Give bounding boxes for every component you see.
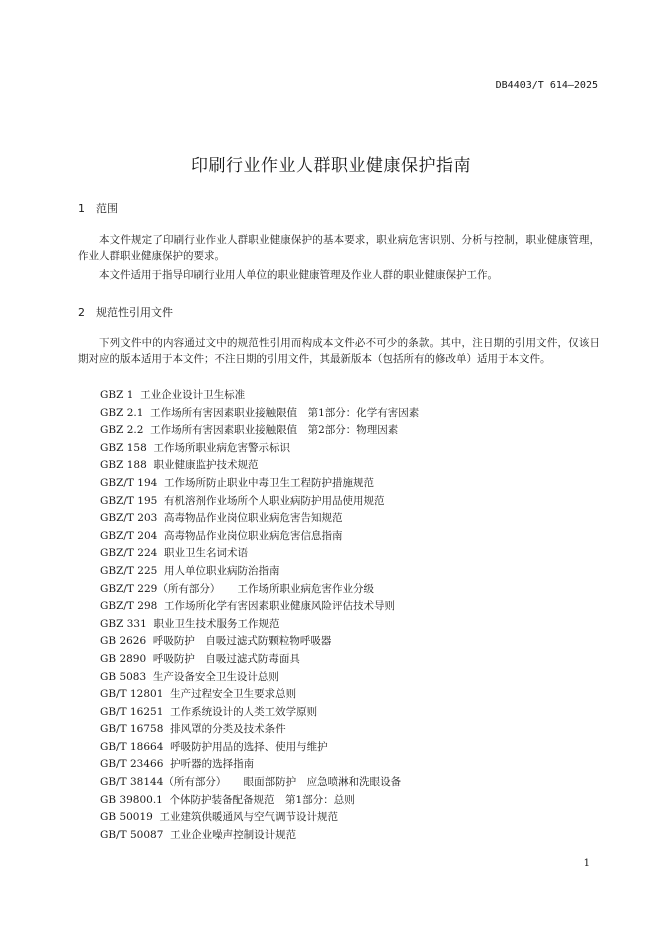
reference-code: GB/T 18664 (100, 740, 164, 753)
reference-code: GBZ 2.2 (100, 424, 144, 437)
reference-item (100, 809, 419, 827)
reference-title: 呼吸防护 自吸过滤式防毒面具 (152, 652, 300, 665)
reference-item (100, 493, 419, 511)
reference-title: 排风罩的分类及技术条件 (170, 723, 286, 736)
reference-code: GB/T 23466 (100, 758, 164, 771)
reference-item (100, 475, 419, 493)
reference-code: GBZ 188 (100, 459, 147, 472)
page-number: 1 (583, 858, 590, 869)
reference-title: 高毒物品作业岗位职业病危害信息指南 (164, 529, 343, 542)
reference-item (100, 704, 419, 722)
reference-code: GBZ/T 225 (100, 564, 158, 577)
reference-item (100, 739, 419, 757)
reference-code: GBZ/T 194 (100, 476, 158, 489)
reference-code: GB 2890 (100, 652, 147, 665)
reference-code: GB 2626 (100, 635, 147, 648)
reference-code: GBZ/T 195 (100, 494, 158, 507)
reference-item (100, 545, 419, 563)
section-title: 范围 (96, 202, 118, 215)
section-normative-refs-heading (78, 304, 173, 320)
reference-code: GBZ/T 298 (100, 600, 158, 613)
reference-title: 工作场所职业病危害警示标识 (153, 441, 290, 454)
reference-item (100, 598, 419, 616)
reference-code: GB 5083 (100, 670, 147, 683)
reference-title: 工作场所防止职业中毒卫生工程防护措施规范 (164, 476, 375, 489)
reference-title: 职业卫生技术服务工作规范 (153, 617, 280, 630)
reference-item (100, 422, 419, 440)
reference-title: 职业健康监护技术规范 (153, 459, 259, 472)
reference-separator (157, 477, 164, 489)
reference-item (100, 633, 419, 651)
reference-code: GB 50019 (100, 811, 153, 824)
reference-item (100, 510, 419, 528)
reference-code: GB/T 50087 (100, 828, 164, 841)
reference-code: GBZ/T 224 (100, 547, 158, 560)
reference-item (100, 774, 419, 792)
reference-title: 眼面部防护 应急喷淋和洗眼设备 (233, 776, 402, 789)
reference-title: 工业企业噪声控制设计规范 (170, 828, 297, 841)
reference-title: 职业卫生名词术语 (164, 547, 249, 560)
reference-title: 有机溶剂作业场所个人职业病防护用品使用规范 (164, 494, 385, 507)
reference-code: GBZ/T 229（所有部分） (100, 582, 221, 595)
reference-separator (157, 565, 164, 577)
reference-code: GBZ 158 (100, 441, 147, 454)
document-title: 印刷行业作业人群职业健康保护指南 (191, 156, 471, 177)
reference-item (100, 563, 419, 581)
reference-separator (157, 600, 164, 612)
reference-item (100, 756, 419, 774)
reference-separator (153, 811, 160, 823)
reference-code: GBZ/T 203 (100, 512, 158, 525)
reference-item (100, 616, 419, 634)
reference-item (100, 686, 419, 704)
normative-refs-intro: 下列文件中的内容通过文中的规范性引用而构成本文件必不可少的条款。其中，注日期的引用文件，仅该日期对应的版本适用于本文件；不注日期的引用文件，其最新版本（包括所有的修改单）适用于本文件。 (78, 337, 600, 365)
reference-item (100, 457, 419, 475)
section-number: 2 (78, 306, 85, 319)
reference-item (100, 405, 419, 423)
reference-item (100, 827, 419, 845)
reference-title: 呼吸防护用品的选择、使用与维护 (170, 740, 328, 753)
reference-code: GB/T 38144（所有部分） (100, 776, 227, 789)
reference-item (100, 528, 419, 546)
reference-title: 高毒物品作业岗位职业病危害告知规范 (164, 512, 343, 525)
reference-item (100, 792, 419, 810)
reference-code: GBZ 1 (100, 389, 134, 401)
reference-code: GBZ 2.1 (100, 406, 144, 419)
reference-title: 工作系统设计的人类工效学原则 (170, 705, 318, 718)
reference-item (100, 651, 419, 669)
reference-item (100, 440, 419, 458)
reference-title: 用人单位职业病防治指南 (164, 564, 280, 577)
reference-title: 工业建筑供暖通风与空气调节设计规范 (159, 811, 339, 824)
reference-separator (220, 583, 227, 595)
reference-code: GB/T 12801 (100, 688, 164, 701)
reference-separator (157, 530, 164, 542)
scope-paragraph-1: 本文件规定了印刷行业作业人群职业健康保护的基本要求，职业病危害识别、分析与控制，职业健康管理，作业人群职业健康保护的要求。 (78, 234, 600, 262)
scope-paragraph-2: 本文件适用于指导印刷行业用人单位的职业健康管理及作业人群的职业健康保护工作。 (99, 269, 498, 281)
reference-title: 工作场所化学有害因素职业健康风险评估技术导则 (164, 600, 396, 613)
reference-code: GBZ 331 (100, 617, 147, 630)
reference-item (100, 387, 419, 405)
reference-title: 护听器的选择指南 (170, 758, 255, 771)
reference-separator (157, 512, 164, 524)
reference-separator (146, 671, 153, 683)
reference-list (100, 387, 419, 844)
section-title: 规范性引用文件 (96, 306, 173, 319)
reference-separator (163, 794, 170, 806)
reference-title: 生产过程安全卫生要求总则 (170, 688, 297, 701)
reference-title: 工业企业设计卫生标准 (140, 389, 246, 401)
reference-separator (146, 635, 153, 647)
section-number: 1 (78, 202, 85, 215)
reference-separator (146, 653, 153, 665)
reference-code: GB 39800.1 (100, 793, 163, 806)
reference-item (100, 669, 419, 687)
reference-title: 呼吸防护 自吸过滤式防颗粒物呼吸器 (152, 635, 332, 648)
reference-title: 工作场所有害因素职业接触限值 第2部分：物理因素 (150, 424, 399, 437)
reference-separator (157, 547, 164, 559)
section-scope-heading (78, 200, 118, 216)
reference-code: GB/T 16758 (100, 723, 164, 736)
reference-title: 个体防护装备配备规范 第1部分：总则 (169, 793, 355, 806)
reference-code: GBZ/T 204 (100, 529, 158, 542)
reference-title: 生产设备安全卫生设计总则 (152, 670, 279, 683)
reference-title: 工作场所职业病危害作业分级 (227, 582, 375, 595)
reference-title: 工作场所有害因素职业接触限值 第1部分：化学有害因素 (150, 406, 420, 419)
reference-item (100, 721, 419, 739)
document-code: DB4403/T 614—2025 (495, 80, 598, 91)
reference-separator (157, 495, 164, 507)
reference-code: GB/T 16251 (100, 705, 164, 718)
reference-item (100, 581, 419, 599)
